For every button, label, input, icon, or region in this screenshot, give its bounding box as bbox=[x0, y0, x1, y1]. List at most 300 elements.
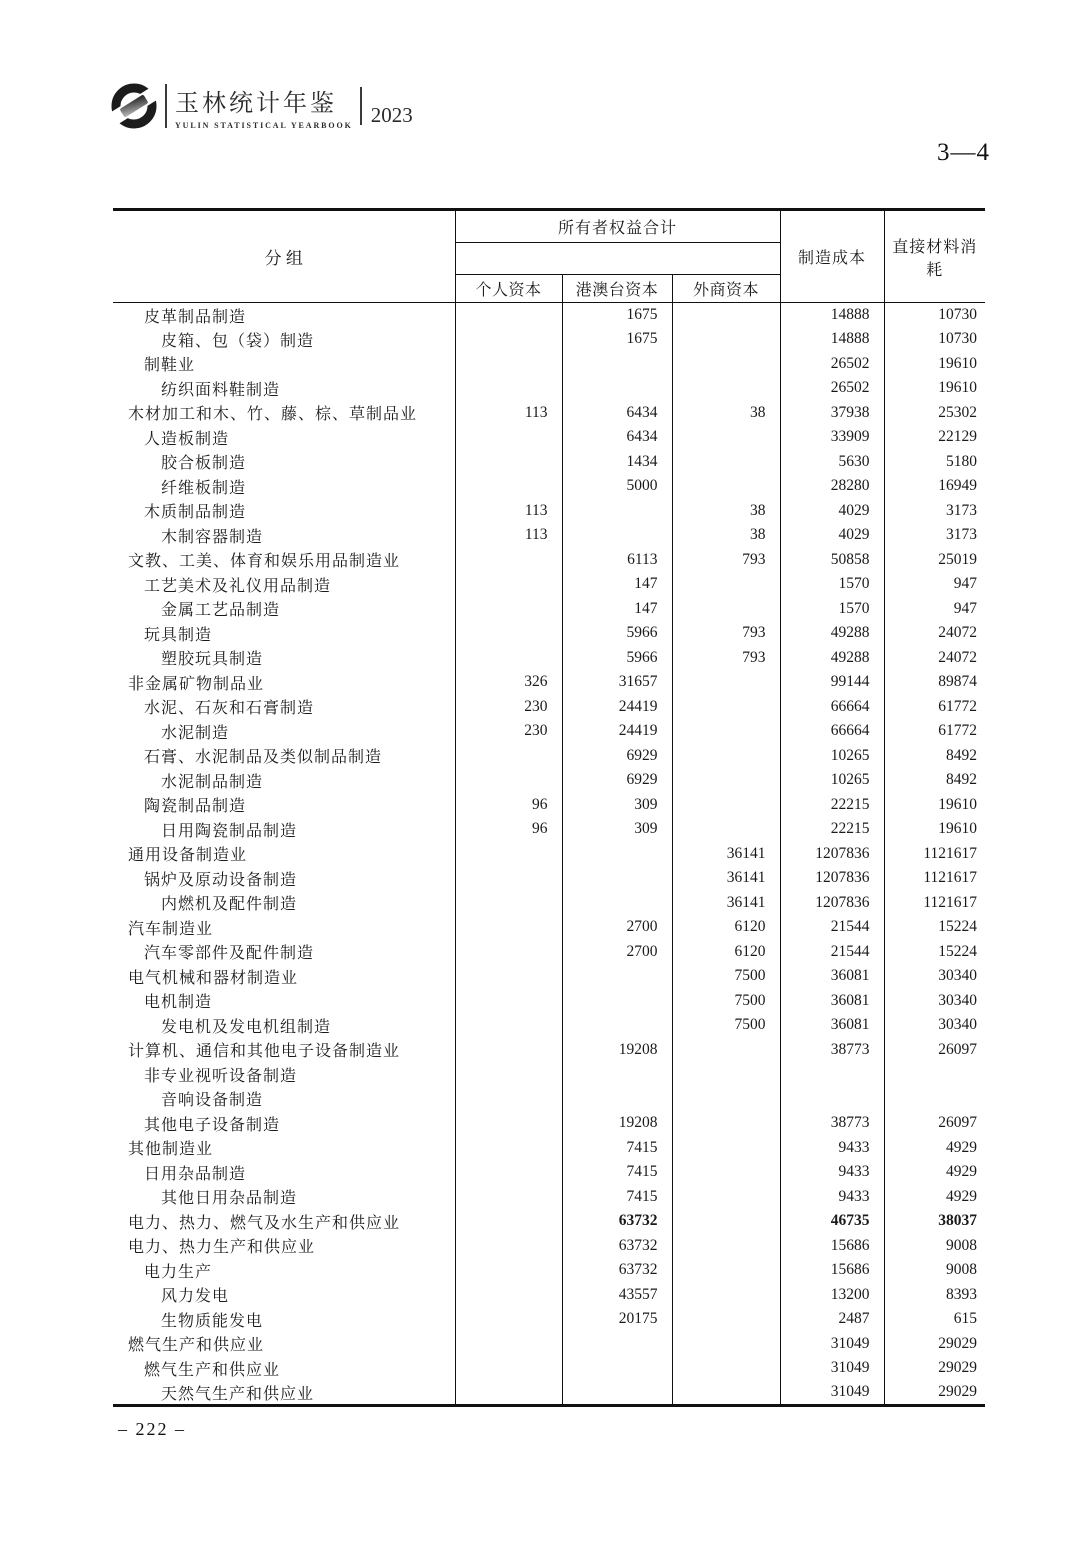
cell-value bbox=[455, 352, 562, 377]
cell-value: 6113 bbox=[562, 548, 672, 573]
cell-value bbox=[672, 1087, 780, 1112]
cell-value: 1207836 bbox=[780, 891, 884, 916]
cell-value bbox=[455, 1111, 562, 1136]
row-label: 燃气生产和供应业 bbox=[113, 1332, 455, 1357]
cell-value: 2700 bbox=[562, 940, 672, 965]
row-label: 陶瓷制品制造 bbox=[113, 793, 455, 818]
cell-value: 38 bbox=[672, 401, 780, 426]
brand-header bbox=[110, 82, 413, 130]
cell-value: 24419 bbox=[562, 719, 672, 744]
cell-value: 147 bbox=[562, 597, 672, 622]
cell-value bbox=[672, 376, 780, 401]
cell-value: 1121617 bbox=[923, 893, 978, 911]
cell-value: 22215 bbox=[780, 817, 884, 842]
cell-value: 31049 bbox=[780, 1356, 884, 1381]
cell-value bbox=[672, 1209, 780, 1234]
cell-value: 22215 bbox=[780, 793, 884, 818]
row-label: 生物质能发电 bbox=[113, 1307, 455, 1332]
cell-value: 24072 bbox=[938, 648, 978, 666]
row-label: 玩具制造 bbox=[113, 621, 455, 646]
cell-value: 19610 bbox=[938, 795, 978, 813]
cell-value bbox=[562, 891, 672, 916]
row-label: 日用杂品制造 bbox=[113, 1160, 455, 1185]
cell-value bbox=[672, 719, 780, 744]
cell-value bbox=[562, 964, 672, 989]
cell-value: 1675 bbox=[562, 303, 672, 328]
cell-value bbox=[672, 1062, 780, 1087]
row-label: 汽车制造业 bbox=[113, 915, 455, 940]
table-row bbox=[113, 1381, 985, 1406]
cell-value: 49288 bbox=[780, 646, 884, 671]
cell-value bbox=[672, 1332, 780, 1357]
cell-value: 63732 bbox=[562, 1258, 672, 1283]
row-label: 电力、热力生产和供应业 bbox=[113, 1234, 455, 1259]
cell-value bbox=[672, 352, 780, 377]
cell-value bbox=[672, 1283, 780, 1308]
cell-value: 9008 bbox=[946, 1261, 978, 1279]
cell-value bbox=[672, 1258, 780, 1283]
cell-value: 38773 bbox=[780, 1111, 884, 1136]
table-row bbox=[113, 1283, 985, 1308]
cell-value bbox=[672, 1160, 780, 1185]
cell-value bbox=[672, 1136, 780, 1161]
cell-value: 947 bbox=[953, 575, 978, 593]
cell-value: 31049 bbox=[780, 1332, 884, 1357]
row-label: 电力、热力、燃气及水生产和供应业 bbox=[113, 1209, 455, 1234]
cell-value: 29029 bbox=[938, 1359, 978, 1377]
cell-value: 15224 bbox=[938, 918, 978, 936]
cell-value: 793 bbox=[672, 621, 780, 646]
col-header-group: 分 组 bbox=[113, 210, 455, 303]
cell-value: 5000 bbox=[562, 474, 672, 499]
cell-value bbox=[455, 572, 562, 597]
col-header-cost: 制造成本 bbox=[780, 210, 884, 303]
cell-value bbox=[562, 499, 672, 524]
cell-value bbox=[672, 1185, 780, 1210]
cell-value: 1121617 bbox=[923, 869, 978, 887]
table-row bbox=[113, 1111, 985, 1136]
table-row bbox=[113, 1356, 985, 1381]
cell-value bbox=[672, 597, 780, 622]
cell-value: 30340 bbox=[938, 967, 978, 985]
cell-value bbox=[562, 1356, 672, 1381]
cell-value bbox=[455, 1160, 562, 1185]
col-header-material: 直接材料消耗 bbox=[884, 210, 985, 303]
cell-value: 4029 bbox=[780, 523, 884, 548]
row-label: 文教、工美、体育和娱乐用品制造业 bbox=[113, 548, 455, 573]
cell-value: 66664 bbox=[780, 695, 884, 720]
cell-value: 2700 bbox=[562, 915, 672, 940]
table-row bbox=[113, 719, 985, 744]
table-row bbox=[113, 842, 985, 867]
table-row bbox=[113, 1136, 985, 1161]
table-row bbox=[113, 1258, 985, 1283]
cell-value: 22129 bbox=[938, 428, 978, 446]
brand-text bbox=[175, 83, 353, 130]
cell-value: 31657 bbox=[562, 670, 672, 695]
cell-value bbox=[455, 474, 562, 499]
cell-value: 6929 bbox=[562, 744, 672, 769]
cell-value: 1121617 bbox=[923, 844, 978, 862]
cell-value bbox=[562, 376, 672, 401]
cell-value bbox=[455, 1062, 562, 1087]
cell-value: 26097 bbox=[938, 1040, 978, 1058]
cell-value: 5966 bbox=[562, 621, 672, 646]
cell-value: 10730 bbox=[938, 330, 978, 348]
cell-value bbox=[455, 744, 562, 769]
cell-value: 36081 bbox=[780, 1013, 884, 1038]
cell-value: 66664 bbox=[780, 719, 884, 744]
table-row bbox=[113, 891, 985, 916]
cell-value: 6434 bbox=[562, 425, 672, 450]
cell-value: 6120 bbox=[672, 915, 780, 940]
table-row bbox=[113, 768, 985, 793]
table-row bbox=[113, 964, 985, 989]
table-row bbox=[113, 1332, 985, 1357]
table-row bbox=[113, 303, 985, 328]
cell-value: 1207836 bbox=[780, 866, 884, 891]
cell-value bbox=[455, 1381, 562, 1406]
row-label: 汽车零部件及配件制造 bbox=[113, 940, 455, 965]
cell-value bbox=[455, 1185, 562, 1210]
row-label: 纺织面料鞋制造 bbox=[113, 376, 455, 401]
cell-value: 33909 bbox=[780, 425, 884, 450]
cell-value: 61772 bbox=[938, 697, 978, 715]
col-header-hmt-capital: 港澳台资本 bbox=[562, 275, 672, 303]
table-row bbox=[113, 670, 985, 695]
cell-value: 15686 bbox=[780, 1258, 884, 1283]
cell-value: 8393 bbox=[946, 1285, 978, 1303]
row-label: 石膏、水泥制品及类似制品制造 bbox=[113, 744, 455, 769]
cell-value: 99144 bbox=[780, 670, 884, 695]
cell-value bbox=[562, 866, 672, 891]
row-label: 纤维板制造 bbox=[113, 474, 455, 499]
cell-value: 9433 bbox=[780, 1160, 884, 1185]
cell-value: 10265 bbox=[780, 768, 884, 793]
cell-value: 6929 bbox=[562, 768, 672, 793]
cell-value bbox=[672, 670, 780, 695]
cell-value bbox=[455, 866, 562, 891]
cell-value: 113 bbox=[455, 523, 562, 548]
cell-value: 7415 bbox=[562, 1185, 672, 1210]
table-row bbox=[113, 1307, 985, 1332]
table-row bbox=[113, 1013, 985, 1038]
col-header-foreign-capital: 外商资本 bbox=[672, 275, 780, 303]
row-label: 非专业视听设备制造 bbox=[113, 1062, 455, 1087]
table-body bbox=[113, 303, 985, 1406]
cell-value: 36081 bbox=[780, 964, 884, 989]
table-row bbox=[113, 548, 985, 573]
row-label: 电机制造 bbox=[113, 989, 455, 1014]
cell-value: 15686 bbox=[780, 1234, 884, 1259]
cell-value bbox=[455, 915, 562, 940]
table-row bbox=[113, 327, 985, 352]
cell-value bbox=[780, 1062, 884, 1087]
table-row bbox=[113, 1234, 985, 1259]
cell-value: 96 bbox=[455, 817, 562, 842]
row-label: 锅炉及原动设备制造 bbox=[113, 866, 455, 891]
table-row bbox=[113, 1160, 985, 1185]
cell-value bbox=[672, 1038, 780, 1063]
cell-value: 113 bbox=[455, 401, 562, 426]
cell-value: 19208 bbox=[562, 1111, 672, 1136]
cell-value: 63732 bbox=[562, 1234, 672, 1259]
cell-value bbox=[562, 1013, 672, 1038]
cell-value: 30340 bbox=[938, 1016, 978, 1034]
yearbook-logo-icon bbox=[110, 82, 158, 130]
cell-value: 1675 bbox=[562, 327, 672, 352]
cell-value bbox=[562, 352, 672, 377]
row-label: 皮箱、包（袋）制造 bbox=[113, 327, 455, 352]
table-row bbox=[113, 1038, 985, 1063]
row-label: 音响设备制造 bbox=[113, 1087, 455, 1112]
cell-value bbox=[455, 842, 562, 867]
cell-value bbox=[455, 327, 562, 352]
cell-value: 615 bbox=[953, 1310, 978, 1328]
cell-value bbox=[672, 474, 780, 499]
table-row bbox=[113, 1087, 985, 1112]
cell-value bbox=[455, 1209, 562, 1234]
cell-value: 4029 bbox=[780, 499, 884, 524]
cell-value: 947 bbox=[953, 599, 978, 617]
cell-value: 30340 bbox=[938, 991, 978, 1009]
table-number: 3—4 bbox=[937, 139, 990, 166]
cell-value bbox=[455, 376, 562, 401]
cell-value: 793 bbox=[672, 548, 780, 573]
cell-value: 38 bbox=[672, 523, 780, 548]
row-label: 水泥制品制造 bbox=[113, 768, 455, 793]
row-label: 塑胶玩具制造 bbox=[113, 646, 455, 671]
row-label: 通用设备制造业 bbox=[113, 842, 455, 867]
cell-value bbox=[455, 1332, 562, 1357]
cell-value: 19610 bbox=[938, 379, 978, 397]
cell-value: 31049 bbox=[780, 1381, 884, 1406]
cell-value: 38773 bbox=[780, 1038, 884, 1063]
table-row bbox=[113, 1062, 985, 1087]
cell-value bbox=[455, 1136, 562, 1161]
row-label: 木材加工和木、竹、藤、棕、草制品业 bbox=[113, 401, 455, 426]
cell-value bbox=[455, 1038, 562, 1063]
cell-value bbox=[672, 450, 780, 475]
cell-value: 36081 bbox=[780, 989, 884, 1014]
cell-value bbox=[455, 1356, 562, 1381]
table-row bbox=[113, 695, 985, 720]
cell-value: 7500 bbox=[672, 1013, 780, 1038]
cell-value bbox=[672, 1381, 780, 1406]
table-row bbox=[113, 450, 985, 475]
cell-value: 1434 bbox=[562, 450, 672, 475]
cell-value bbox=[455, 1258, 562, 1283]
cell-value bbox=[455, 1087, 562, 1112]
cell-value bbox=[672, 1307, 780, 1332]
cell-value: 21544 bbox=[780, 915, 884, 940]
row-label: 金属工艺品制造 bbox=[113, 597, 455, 622]
cell-value: 50858 bbox=[780, 548, 884, 573]
cell-value bbox=[455, 1013, 562, 1038]
cell-value bbox=[562, 1381, 672, 1406]
table-row bbox=[113, 1209, 985, 1234]
cell-value: 24072 bbox=[938, 624, 978, 642]
col-header-personal-capital: 个人资本 bbox=[455, 275, 562, 303]
cell-value bbox=[455, 597, 562, 622]
cell-value: 10730 bbox=[938, 306, 978, 323]
cell-value bbox=[455, 646, 562, 671]
row-label: 发电机及发电机组制造 bbox=[113, 1013, 455, 1038]
table-row bbox=[113, 352, 985, 377]
cell-value bbox=[455, 548, 562, 573]
cell-value: 26502 bbox=[780, 376, 884, 401]
row-label: 人造板制造 bbox=[113, 425, 455, 450]
row-label: 内燃机及配件制造 bbox=[113, 891, 455, 916]
cell-value: 36141 bbox=[672, 842, 780, 867]
cell-value: 5180 bbox=[946, 452, 978, 470]
cell-value bbox=[562, 1087, 672, 1112]
table-row bbox=[113, 940, 985, 965]
cell-value: 7415 bbox=[562, 1160, 672, 1185]
cell-value: 147 bbox=[562, 572, 672, 597]
brand-divider bbox=[165, 84, 167, 128]
cell-value: 309 bbox=[562, 793, 672, 818]
cell-value: 43557 bbox=[562, 1283, 672, 1308]
cell-value bbox=[672, 768, 780, 793]
row-label: 日用陶瓷制品制造 bbox=[113, 817, 455, 842]
table-row bbox=[113, 744, 985, 769]
row-label: 胶合板制造 bbox=[113, 450, 455, 475]
brand-title-en: YULIN STATISTICAL YEARBOOK bbox=[175, 120, 353, 130]
row-label: 木制容器制造 bbox=[113, 523, 455, 548]
cell-value: 46735 bbox=[780, 1209, 884, 1234]
cell-value: 5630 bbox=[780, 450, 884, 475]
cell-value bbox=[455, 964, 562, 989]
cell-value: 20175 bbox=[562, 1307, 672, 1332]
cell-value: 38037 bbox=[938, 1212, 978, 1230]
table-row bbox=[113, 474, 985, 499]
table-row bbox=[113, 817, 985, 842]
cell-value: 9008 bbox=[946, 1236, 978, 1254]
row-label: 风力发电 bbox=[113, 1283, 455, 1308]
cell-value bbox=[455, 1234, 562, 1259]
cell-value bbox=[455, 768, 562, 793]
cell-value: 26097 bbox=[938, 1114, 978, 1132]
cell-value bbox=[884, 1062, 985, 1087]
stats-table bbox=[113, 208, 985, 1407]
cell-value: 5966 bbox=[562, 646, 672, 671]
cell-value: 1570 bbox=[780, 572, 884, 597]
cell-value bbox=[562, 1062, 672, 1087]
cell-value: 36141 bbox=[672, 891, 780, 916]
cell-value: 8492 bbox=[946, 771, 978, 789]
table-row bbox=[113, 425, 985, 450]
table-row bbox=[113, 1185, 985, 1210]
cell-value: 29029 bbox=[938, 1334, 978, 1352]
table-row bbox=[113, 989, 985, 1014]
cell-value: 1570 bbox=[780, 597, 884, 622]
cell-value: 113 bbox=[455, 499, 562, 524]
cell-value bbox=[455, 989, 562, 1014]
cell-value: 89874 bbox=[938, 673, 978, 691]
row-label: 非金属矿物制品业 bbox=[113, 670, 455, 695]
cell-value bbox=[562, 989, 672, 1014]
table-row bbox=[113, 376, 985, 401]
cell-value: 8492 bbox=[946, 746, 978, 764]
cell-value bbox=[455, 303, 562, 328]
cell-value: 9433 bbox=[780, 1136, 884, 1161]
row-label: 计算机、通信和其他电子设备制造业 bbox=[113, 1038, 455, 1063]
cell-value: 7500 bbox=[672, 964, 780, 989]
cell-value bbox=[672, 817, 780, 842]
cell-value bbox=[455, 621, 562, 646]
cell-value: 49288 bbox=[780, 621, 884, 646]
cell-value: 3173 bbox=[946, 501, 978, 519]
cell-value: 21544 bbox=[780, 940, 884, 965]
cell-value: 19610 bbox=[938, 354, 978, 372]
cell-value bbox=[672, 303, 780, 328]
cell-value bbox=[455, 891, 562, 916]
table-row bbox=[113, 915, 985, 940]
cell-value: 24419 bbox=[562, 695, 672, 720]
cell-value: 25302 bbox=[938, 403, 978, 421]
brand-divider bbox=[360, 87, 362, 125]
cell-value: 230 bbox=[455, 719, 562, 744]
cell-value: 6434 bbox=[562, 401, 672, 426]
cell-value: 4929 bbox=[946, 1138, 978, 1156]
cell-value bbox=[562, 842, 672, 867]
table-row bbox=[113, 646, 985, 671]
cell-value: 309 bbox=[562, 817, 672, 842]
cell-value bbox=[455, 1307, 562, 1332]
cell-value bbox=[672, 425, 780, 450]
cell-value: 36141 bbox=[672, 866, 780, 891]
cell-value: 37938 bbox=[780, 401, 884, 426]
table-row bbox=[113, 401, 985, 426]
cell-value: 19610 bbox=[938, 820, 978, 838]
row-label: 木质制品制造 bbox=[113, 499, 455, 524]
cell-value: 793 bbox=[672, 646, 780, 671]
cell-value: 26502 bbox=[780, 352, 884, 377]
table-row bbox=[113, 621, 985, 646]
table-row bbox=[113, 793, 985, 818]
cell-value: 25019 bbox=[938, 550, 978, 568]
col-header-empty-band bbox=[455, 243, 780, 275]
cell-value: 3173 bbox=[946, 526, 978, 544]
row-label: 其他制造业 bbox=[113, 1136, 455, 1161]
cell-value: 14888 bbox=[780, 303, 884, 328]
cell-value: 61772 bbox=[938, 722, 978, 740]
cell-value: 4929 bbox=[946, 1163, 978, 1181]
cell-value bbox=[672, 572, 780, 597]
row-label: 天然气生产和供应业 bbox=[113, 1381, 455, 1406]
cell-value bbox=[672, 793, 780, 818]
cell-value: 1207836 bbox=[780, 842, 884, 867]
row-label: 电力生产 bbox=[113, 1258, 455, 1283]
col-header-equity-total: 所有者权益合计 bbox=[455, 210, 780, 243]
row-label: 燃气生产和供应业 bbox=[113, 1356, 455, 1381]
cell-value: 13200 bbox=[780, 1283, 884, 1308]
cell-value bbox=[672, 1111, 780, 1136]
cell-value: 38 bbox=[672, 499, 780, 524]
cell-value: 4929 bbox=[946, 1187, 978, 1205]
table-row bbox=[113, 499, 985, 524]
table-row bbox=[113, 597, 985, 622]
cell-value: 7415 bbox=[562, 1136, 672, 1161]
cell-value bbox=[672, 327, 780, 352]
cell-value bbox=[672, 1356, 780, 1381]
cell-value: 9433 bbox=[780, 1185, 884, 1210]
cell-value bbox=[455, 1283, 562, 1308]
row-label: 皮革制品制造 bbox=[113, 303, 455, 328]
cell-value bbox=[455, 940, 562, 965]
row-label: 水泥制造 bbox=[113, 719, 455, 744]
